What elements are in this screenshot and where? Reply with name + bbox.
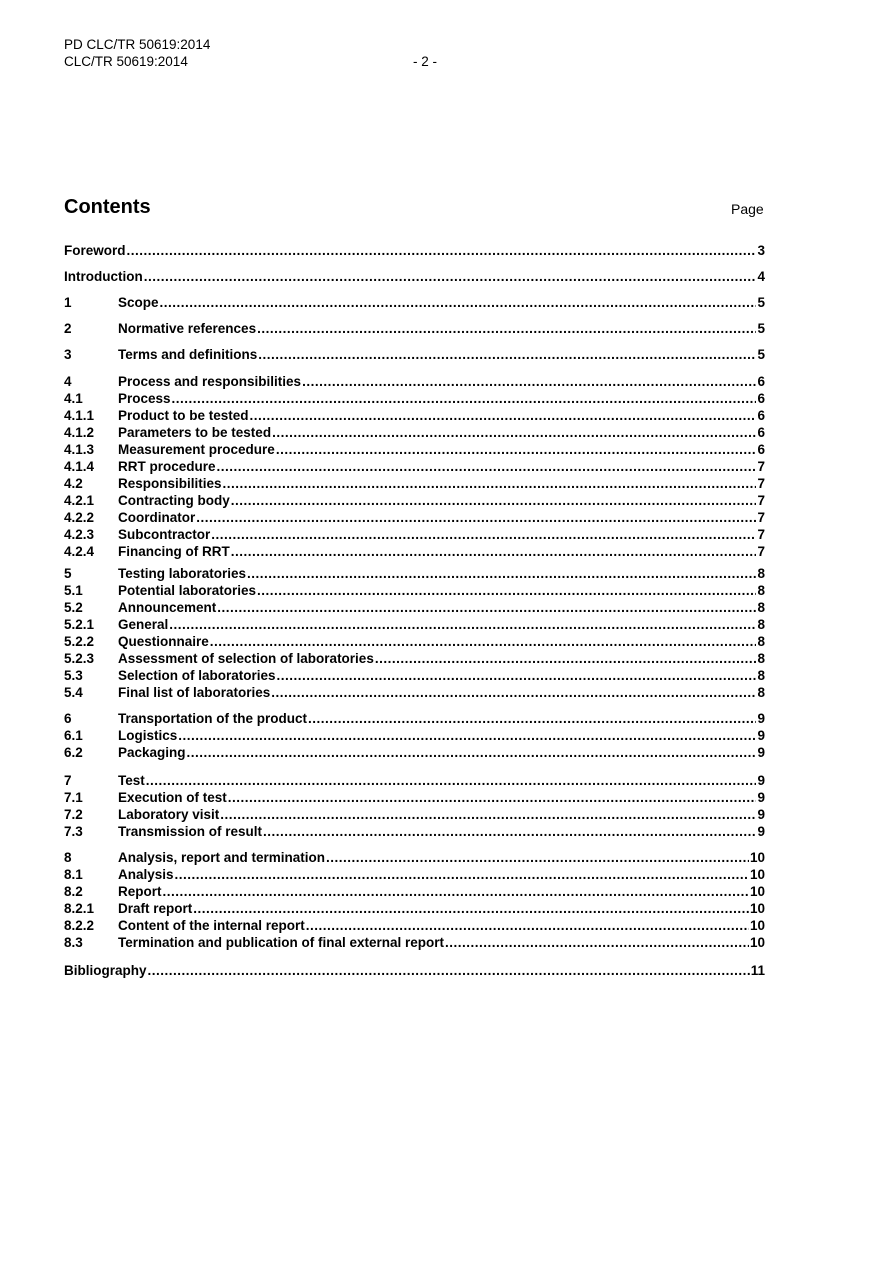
toc-entry-title: Normative references (118, 321, 257, 336)
toc-entry-page: 6 (757, 408, 765, 423)
toc-entry-page: 7 (757, 476, 765, 491)
toc-entry-title: RRT procedure (118, 459, 216, 474)
toc-entry-number: 4.1.1 (64, 408, 95, 423)
toc-entry-number: 5.2.1 (64, 617, 95, 632)
toc-entry[interactable] (64, 917, 765, 934)
toc-entry[interactable] (64, 475, 765, 492)
toc-dot-leader (163, 883, 749, 900)
toc-entry-number: 8.2.1 (64, 901, 95, 916)
toc-entry-number: 7 (64, 773, 72, 788)
toc-entry[interactable] (64, 727, 765, 744)
toc-entry-number: 8.3 (64, 935, 83, 950)
toc-entry-number: 8.1 (64, 867, 83, 882)
toc-dot-leader (277, 667, 757, 684)
toc-entry[interactable] (64, 934, 765, 951)
toc-entry-page: 11 (750, 963, 765, 978)
toc-entry[interactable] (64, 458, 765, 475)
toc-entry[interactable] (64, 294, 765, 311)
toc-entry[interactable] (64, 667, 765, 684)
toc-entry-title: Financing of RRT (118, 544, 230, 559)
toc-entry[interactable] (64, 849, 765, 866)
toc-entry-page: 9 (757, 824, 765, 839)
toc-entry-page: 6 (757, 425, 765, 440)
toc-entry-page: 10 (749, 901, 765, 916)
toc-entry-number: 7.2 (64, 807, 83, 822)
toc-entry-title: Transportation of the product (118, 711, 307, 726)
toc-dot-leader (306, 917, 749, 934)
toc-entry-page: 5 (757, 321, 765, 336)
toc-entry-page: 3 (757, 243, 765, 258)
toc-entry-title: Process and responsibilities (118, 374, 302, 389)
toc-entry[interactable] (64, 492, 765, 509)
toc-dot-leader (127, 242, 757, 259)
toc-entry-page: 4 (757, 269, 765, 284)
toc-entry[interactable] (64, 900, 765, 917)
toc-entry-title: Introduction (64, 269, 143, 284)
toc-entry-page: 10 (749, 935, 765, 950)
toc-entry-number: 5.2.2 (64, 634, 95, 649)
toc-entry-number: 6.1 (64, 728, 83, 743)
toc-dot-leader (272, 424, 756, 441)
toc-entry-page: 7 (757, 459, 765, 474)
toc-entry[interactable] (64, 599, 765, 616)
toc-entry-title: Parameters to be tested (118, 425, 272, 440)
toc-entry[interactable] (64, 883, 765, 900)
toc-entry-number: 8.2.2 (64, 918, 95, 933)
toc-entry-number: 4.1.4 (64, 459, 95, 474)
toc-dot-leader (250, 407, 757, 424)
toc-entry-title: Potential laboratories (118, 583, 257, 598)
toc-entry-number: 8.2 (64, 884, 83, 899)
toc-dot-leader (445, 934, 749, 951)
toc-entry[interactable] (64, 346, 765, 363)
toc-entry-number: 7.3 (64, 824, 83, 839)
toc-entry-number: 8 (64, 850, 72, 865)
toc-entry-page: 5 (757, 295, 765, 310)
toc-entry-title: Subcontractor (118, 527, 211, 542)
toc-entry[interactable] (64, 543, 765, 560)
toc-entry[interactable] (64, 373, 765, 390)
toc-entry-page: 8 (757, 566, 765, 581)
toc-entry-title: Packaging (118, 745, 186, 760)
toc-entry-number: 5.2 (64, 600, 83, 615)
toc-dot-leader (263, 823, 756, 840)
toc-dot-leader (169, 616, 756, 633)
toc-entry-number: 5 (64, 566, 72, 581)
toc-entry-title: Scope (118, 295, 159, 310)
document-id-secondary: CLC/TR 50619:2014 (64, 54, 188, 69)
toc-entry[interactable] (64, 526, 765, 543)
toc-entry-number: 4.2 (64, 476, 83, 491)
toc-entry-title: Testing laboratories (118, 566, 247, 581)
toc-dot-leader (175, 866, 749, 883)
toc-entry-page: 7 (757, 493, 765, 508)
toc-entry-page: 10 (749, 918, 765, 933)
toc-dot-leader (144, 268, 757, 285)
toc-entry-title: Assessment of selection of laboratories (118, 651, 374, 666)
toc-dot-leader (326, 849, 749, 866)
toc-entry-title: Transmission of result (118, 824, 263, 839)
toc-entry-title: Test (118, 773, 145, 788)
toc-dot-leader (228, 789, 757, 806)
toc-entry-page: 9 (757, 745, 765, 760)
toc-entry-title: Content of the internal report (118, 918, 305, 933)
toc-dot-leader (217, 599, 756, 616)
toc-dot-leader (258, 346, 756, 363)
toc-entry[interactable] (64, 268, 765, 285)
toc-entry-title: General (118, 617, 169, 632)
toc-entry[interactable] (64, 509, 765, 526)
toc-entry-page: 9 (757, 711, 765, 726)
toc-entry-page: 10 (749, 867, 765, 882)
toc-entry[interactable] (64, 242, 765, 259)
toc-entry-page: 9 (757, 790, 765, 805)
toc-dot-leader (231, 492, 757, 509)
toc-dot-leader (148, 962, 750, 979)
toc-entry[interactable] (64, 962, 765, 979)
toc-entry-title: Terms and definitions (118, 347, 258, 362)
toc-entry[interactable] (64, 823, 765, 840)
toc-entry-page: 6 (757, 391, 765, 406)
toc-entry-title: Contracting body (118, 493, 230, 508)
page-number: - 2 - (413, 54, 438, 69)
toc-entry-page: 8 (757, 583, 765, 598)
toc-entry-page: 8 (757, 685, 765, 700)
toc-entry[interactable] (64, 565, 765, 582)
toc-entry-title: Analysis (118, 867, 174, 882)
toc-dot-leader (247, 565, 756, 582)
toc-dot-leader (178, 727, 756, 744)
toc-entry-page: 8 (757, 617, 765, 632)
toc-entry-title: Logistics (118, 728, 178, 743)
toc-entry[interactable] (64, 866, 765, 883)
toc-entry-page: 6 (757, 374, 765, 389)
toc-dot-leader (217, 458, 757, 475)
toc-entry-page: 7 (757, 510, 765, 525)
toc-entry-page: 7 (757, 527, 765, 542)
toc-dot-leader (193, 900, 749, 917)
toc-entry-number: 4.2.1 (64, 493, 95, 508)
toc-dot-leader (160, 294, 757, 311)
toc-entry-title: Report (118, 884, 162, 899)
toc-entry-title: Laboratory visit (118, 807, 220, 822)
toc-entry-number: 4.1.2 (64, 425, 95, 440)
toc-entry[interactable] (64, 650, 765, 667)
toc-entry-title: Selection of laboratories (118, 668, 276, 683)
document-id-primary: PD CLC/TR 50619:2014 (64, 37, 211, 52)
toc-entry-title: Measurement procedure (118, 442, 275, 457)
toc-entry-page: 6 (757, 442, 765, 457)
toc-dot-leader (257, 320, 756, 337)
toc-entry-number: 3 (64, 347, 72, 362)
toc-entry-title: Product to be tested (118, 408, 249, 423)
toc-entry-number: 4.1.3 (64, 442, 95, 457)
toc-entry[interactable] (64, 633, 765, 650)
toc-entry-number: 5.1 (64, 583, 83, 598)
toc-dot-leader (172, 390, 757, 407)
toc-dot-leader (271, 684, 756, 701)
toc-dot-leader (196, 509, 756, 526)
toc-entry-number: 6.2 (64, 745, 83, 760)
toc-entry-title: Questionnaire (118, 634, 209, 649)
toc-entry[interactable] (64, 710, 765, 727)
toc-dot-leader (146, 772, 757, 789)
toc-entry-page: 8 (757, 634, 765, 649)
toc-entry-number: 4.2.2 (64, 510, 95, 525)
toc-entry-number: 6 (64, 711, 72, 726)
toc-entry-number: 5.2.3 (64, 651, 95, 666)
toc-dot-leader (375, 650, 757, 667)
toc-entry-page: 10 (749, 850, 765, 865)
toc-entry-page: 5 (757, 347, 765, 362)
toc-entry-number: 5.4 (64, 685, 83, 700)
toc-dot-leader (187, 744, 757, 761)
toc-entry[interactable] (64, 789, 765, 806)
toc-entry-number: 4.1 (64, 391, 83, 406)
toc-entry[interactable] (64, 407, 765, 424)
toc-dot-leader (231, 543, 757, 560)
toc-entry[interactable] (64, 441, 765, 458)
toc-entry[interactable] (64, 582, 765, 599)
toc-entry-page: 8 (757, 600, 765, 615)
toc-entry[interactable] (64, 806, 765, 823)
toc-dot-leader (276, 441, 757, 458)
toc-entry[interactable] (64, 424, 765, 441)
toc-entry[interactable] (64, 684, 765, 701)
toc-entry-title: Execution of test (118, 790, 227, 805)
toc-dot-leader (302, 373, 756, 390)
toc-entry-number: 7.1 (64, 790, 83, 805)
toc-entry-title: Foreword (64, 243, 126, 258)
page-column-label: Page (731, 201, 764, 217)
toc-entry-page: 10 (749, 884, 765, 899)
page-title: Contents (64, 196, 151, 218)
toc-entry-title: Termination and publication of final external report (118, 935, 445, 950)
toc-entry-number: 4.2.4 (64, 544, 95, 559)
toc-dot-leader (220, 806, 756, 823)
toc-entry-page: 8 (757, 651, 765, 666)
toc-entry-title: Announcement (118, 600, 217, 615)
toc-entry-number: 4 (64, 374, 72, 389)
toc-entry-number: 4.2.3 (64, 527, 95, 542)
toc-entry-title: Process (118, 391, 171, 406)
toc-dot-leader (223, 475, 757, 492)
toc-entry[interactable] (64, 772, 765, 789)
toc-entry-title: Draft report (118, 901, 193, 916)
toc-entry-number: 5.3 (64, 668, 83, 683)
toc-entry-number: 1 (64, 295, 72, 310)
toc-entry-page: 9 (757, 807, 765, 822)
toc-entry-title: Analysis, report and termination (118, 850, 326, 865)
toc-entry-title: Responsibilities (118, 476, 222, 491)
toc-dot-leader (308, 710, 756, 727)
toc-entry-title: Final list of laboratories (118, 685, 271, 700)
toc-entry[interactable] (64, 390, 765, 407)
toc-entry-title: Bibliography (64, 963, 147, 978)
toc-entry[interactable] (64, 744, 765, 761)
toc-entry-page: 9 (757, 773, 765, 788)
toc-entry-number: 2 (64, 321, 72, 336)
toc-entry[interactable] (64, 320, 765, 337)
toc-dot-leader (211, 526, 756, 543)
toc-dot-leader (257, 582, 756, 599)
toc-entry-page: 7 (757, 544, 765, 559)
toc-entry-title: Coordinator (118, 510, 196, 525)
toc-entry-page: 8 (757, 668, 765, 683)
toc-entry[interactable] (64, 616, 765, 633)
toc-entry-page: 9 (757, 728, 765, 743)
toc-dot-leader (210, 633, 757, 650)
